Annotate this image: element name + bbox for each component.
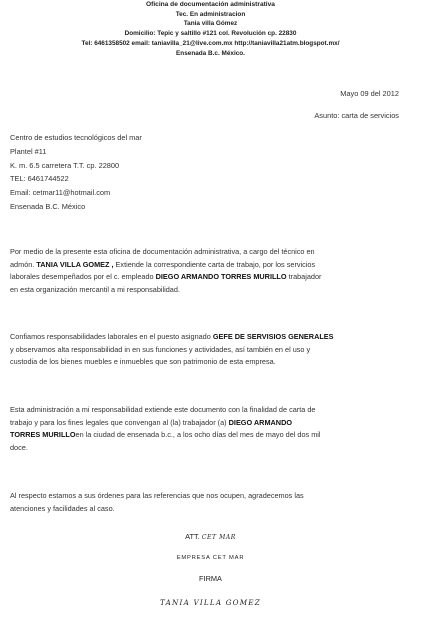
letterhead-city: Ensenada B.c. México. (176, 50, 245, 57)
body-paragraph-2 (10, 331, 412, 369)
paragraph-line: doce. (10, 442, 28, 452)
paragraph-line: custodia de los bienes muebles e inmuebles que son patrimonio de esta empresa. (10, 357, 276, 367)
employee-name: TORRES MURILLO (10, 430, 76, 440)
paragraph-line: Confiamos responsabilidades laborales en el puesto asignado GEFE DE SERVISIOS GENERALES (10, 332, 334, 341)
paragraph-line: y observamos alta responsabilidad in en sus funciones y actividades, así también en el uso y (10, 344, 311, 354)
recipient-line: Centro de estudios tecnológicos del mar (10, 133, 142, 142)
closing-firma: FIRMA (199, 574, 222, 583)
closing-att: ATT. CET MAR (185, 532, 236, 541)
paragraph-line: en esta organización mercantil a mi responsabilidad. (10, 284, 180, 294)
position-title: GEFE DE SERVISIOS GENERALES (212, 332, 334, 341)
paragraph-line: Por medio de la presente esta oficina de documentación administrativa, a cargo del técnico en (10, 247, 315, 256)
att-signature: CET MAR (201, 534, 236, 541)
recipient-line: Ensenada B.C. México (10, 202, 86, 211)
body-paragraph-3 (10, 404, 412, 454)
recipient-line: Email: cetmar11@hotmail.com (10, 188, 111, 197)
paragraph-line: TORRES MURILLOen la ciudad de ensenada b.c., a los ocho días del mes de mayo del dos mil (10, 430, 321, 440)
recipient-line: TEL: 6461744522 (10, 174, 69, 183)
recipient-line: K. m. 6.5 carretera T.T. cp. 22800 (10, 161, 120, 170)
letter-date: Mayo 09 del 2012 (340, 89, 399, 98)
paragraph-line: Al respecto estamos a sus órdenes para las referencias que nos ocupen, agradecemos las (10, 491, 304, 500)
body-paragraph-4 (10, 490, 412, 515)
letterhead-address: Domicilio: Tepic y saltillo #121 col. Revolución cp. 22830 (124, 30, 297, 37)
employee-name: DIEGO ARMANDO (228, 417, 293, 427)
recipient-line: Plantel #11 (10, 147, 47, 156)
paragraph-line: atenciones y facilidades al caso. (10, 503, 115, 513)
letterhead-name: Tania villa Gómez (183, 20, 238, 27)
paragraph-line: laborales desempeñados por el c. empleado DIEGO ARMANDO TORRES MURILLO trabajador (10, 272, 322, 282)
paragraph-line: Esta administración a mi responsabilidad extiende este documento con la finalidad de carta de (10, 405, 316, 414)
closing-company: EMPRESA CET MAR (176, 555, 245, 561)
employer-name: TANIA VILLA GOMEZ , (36, 259, 114, 269)
letter-subject: Asunto: carta de servicios (314, 111, 399, 120)
letterhead-title: Tec. En administracion (175, 11, 246, 18)
paragraph-line: admón. TANIA VILLA GOMEZ , Extiende la correspondiente carta de trabajo, por los servicios (10, 259, 316, 269)
body-paragraph-1 (10, 246, 412, 296)
signature: TANIA VILLA GOMEZ (160, 598, 261, 607)
letterhead-office: Oficina de documentación administrativa (146, 1, 275, 8)
paragraph-line: trabajo y para los fines legales que convengan al (la) trabajador (a) DIEGO ARMANDO (10, 417, 293, 427)
employee-name: DIEGO ARMANDO TORRES MURILLO (155, 272, 287, 282)
letterhead-contact: Tel: 6461358502 email: taniavilla_21@live.com.mx http://taniavilla21atm.blogspot.mx/ (81, 40, 340, 47)
